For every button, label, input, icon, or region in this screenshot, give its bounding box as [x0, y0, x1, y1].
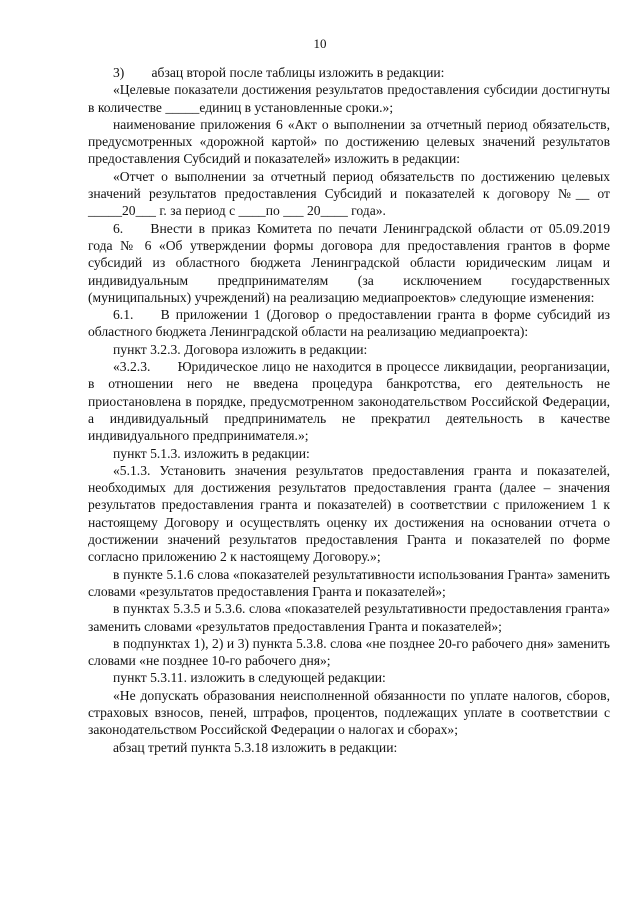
page-number: 10	[313, 36, 327, 51]
paragraph-item-3: 3) абзац второй после таблицы изложить в редакции:	[113, 65, 445, 80]
paragraph-appendix6-name: наименование приложения 6 «Акт о выполнении за отчетный период обязательств, предусмотренных «дорожной картой» по достижению целевых значений результатов предоставления Субсидий и показателей» изложить в редакции:	[88, 116, 610, 167]
paragraph-clause-5-1-3-intro: пункт 5.1.3. изложить в редакции:	[113, 445, 310, 461]
paragraph-clause-5-3-11-quote: «Не допускать образования неисполненной обязанности по уплате налогов, сборов, страховых взносов, пеней, штрафов, процентов, подлежащих уплате в соответствии с законодательством Российской Федерации о налогах и сборах»;	[88, 687, 610, 738]
paragraph-clause-5-3-8: в подпунктах 1), 2) и 3) пункта 5.3.8. слова «не позднее 20-го рабочего дня» заменить словами «не позднее 10-го рабочего дня»;	[88, 635, 610, 669]
paragraph-targets-quote: «Целевые показатели достижения результатов предоставления субсидии достигнуты в количестве _____единиц в установленные сроки.»;	[88, 82, 610, 115]
paragraph-clause-3-2-3-quote: «3.2.3. Юридическое лицо не находится в процессе ликвидации, реорганизации, в отношении него не введена процедура банкротства, его деятельность не приостановлена в порядке, предусмотренном законодательством Российской Федерации, а индивидуальный предприниматель не прекратил деятельность в качестве индивидуального предпринимателя.»;	[88, 359, 610, 444]
paragraph-clause-5-3-11-intro: пункт 5.3.11. изложить в следующей редакции:	[113, 670, 386, 686]
paragraph-clause-5-1-6: в пункте 5.1.6 слова «показателей результативности использования Гранта» заменить словами «результатов предоставления Гранта и показателей»;	[88, 566, 610, 599]
paragraph-clauses-5-3-5-6: в пунктах 5.3.5 и 5.3.6. слова «показателей результативности предоставления гранта» заменить словами «результатов предоставления Гранта и показателей»;	[88, 601, 610, 634]
paragraph-clause-5-1-3-quote: «5.1.3. Установить значения результатов предоставления гранта и показателей, необходимых для достижения результатов предоставления гранта (далее – значения результатов предоставления гранта и показателей) в соответствии с приложением 1 к настоящему Договору и осуществлять оценку их достижения на основании отчета о достижении значений результатов предоставления Гранта и показателей по форме согласно приложению 2 к настоящему Договору.»;	[88, 462, 610, 565]
paragraph-clause-5-3-18-intro: абзац третий пункта 5.3.18 изложить в редакции:	[113, 739, 398, 755]
paragraph-clause-3-2-3-intro: пункт 3.2.3. Договора изложить в редакции:	[113, 341, 368, 357]
paragraph-item-6-1: 6.1. В приложении 1 (Договор о предоставлении гранта в форме субсидий из областного бюджета Ленинградской области на реализацию медиапроекта):	[88, 307, 610, 340]
paragraph-report-title-quote: «Отчет о выполнении за отчетный период обязательств по достижению целевых значений результатов предоставления Субсидий и показателей к договору №__ от _____20___ г. за период с ____по ___ 20____ года».	[88, 168, 610, 219]
paragraph-item-6: 6. Внести в приказ Комитета по печати Ленинградской области от 05.09.2019 года № 6 «Об утверждении формы договора для предоставления грантов в форме субсидий из областного бюджета Ленинградской области юридическим лицам и индивидуальным предпринимателям (за исключением государственных (муниципальных) учреждений) на реализацию медиапроектов» следующие изменения:	[88, 220, 610, 305]
document-body	[88, 64, 610, 756]
